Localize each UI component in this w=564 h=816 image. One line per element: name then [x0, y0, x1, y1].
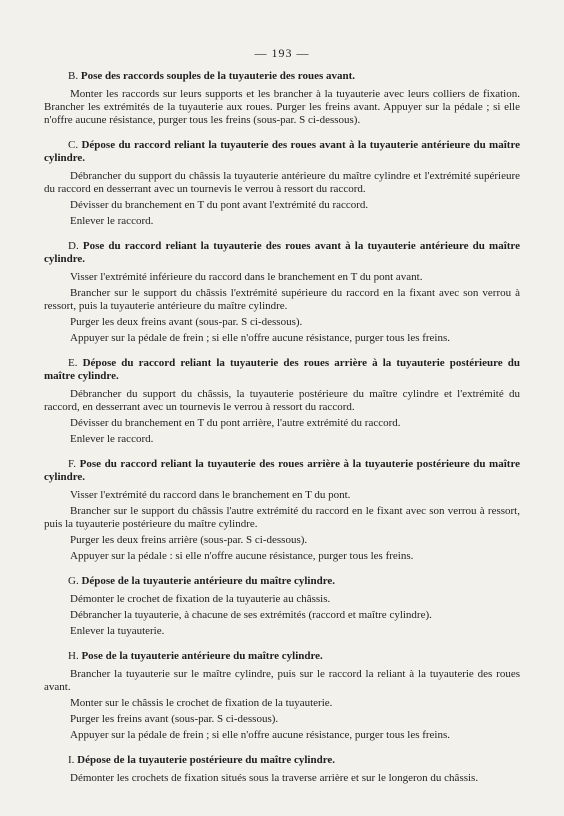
section-g [44, 575, 520, 638]
paragraph: Dévisser du branchement en T du pont arrière, l'autre extrémité du raccord. [70, 417, 401, 429]
section-title: Pose du raccord reliant la tuyauterie des roues avant à la tuyauterie antérieure du maître cylindre. [44, 240, 520, 265]
section-h [44, 650, 520, 742]
paragraph: Enlever le raccord. [70, 433, 154, 445]
paragraph: Enlever la tuyauterie. [70, 625, 165, 637]
section-c [44, 139, 520, 228]
paragraph: Brancher sur le support du châssis l'autre extrémité du raccord en le fixant avec son verrou à ressort, puis la tuyauterie postérieure du maître cylindre. [44, 505, 520, 530]
paragraph: Démonter le crochet de fixation de la tuyauterie au châssis. [70, 593, 331, 605]
section-heading [44, 139, 520, 165]
section-heading [44, 240, 520, 266]
section-title: Dépose de la tuyauterie postérieure du maître cylindre. [77, 754, 336, 766]
section-title: Pose des raccords souples de la tuyauterie des roues avant. [80, 70, 356, 82]
paragraph: Enlever le raccord. [70, 215, 154, 227]
section-title: Dépose de la tuyauterie antérieure du maître cylindre. [81, 575, 336, 587]
section-heading [44, 650, 520, 663]
paragraph: Appuyer sur la pédale de frein ; si elle n'offre aucune résistance, purger tous les freins. [70, 332, 451, 344]
paragraph: Purger les deux freins avant (sous-par. S ci-dessous). [70, 316, 303, 328]
paragraph: Monter les raccords sur leurs supports et les brancher à la tuyauterie avec leurs colliers de fixation. Brancher les extrémités de la tuyauterie aux roues. Purger les freins avant. Appuyer sur la pédale ; si elle n'offre aucune résistance, purger tous les freins (sous-par. S ci-dessous). [44, 88, 520, 126]
section-d [44, 240, 520, 345]
section-letter: I. [68, 754, 75, 766]
section-b [44, 70, 520, 127]
paragraph: Débrancher du support du châssis, la tuyauterie postérieure du maître cylindre et l'extrémité du raccord, en desserrant avec un tournevis le verrou à ressort du raccord. [44, 388, 520, 413]
section-letter: E. [68, 357, 78, 369]
section-heading [44, 70, 520, 83]
section-e [44, 357, 520, 446]
paragraph: Dévisser du branchement en T du pont avant l'extrémité du raccord. [70, 199, 369, 211]
paragraph: Débrancher du support du châssis la tuyauterie antérieure du maître cylindre et l'extrémité supérieure du raccord en desserrant avec un tournevis le verrou à ressort du raccord. [44, 170, 520, 195]
section-heading [44, 575, 520, 588]
section-title: Dépose du raccord reliant la tuyauterie des roues avant à la tuyauterie antérieure du maître cylindre. [44, 139, 521, 164]
section-title: Dépose du raccord reliant la tuyauterie des roues arrière à la tuyauterie postérieure du maître cylindre. [44, 357, 520, 382]
paragraph: Purger les freins avant (sous-par. S ci-dessous). [70, 713, 279, 725]
paragraph: Visser l'extrémité du raccord dans le branchement en T du pont. [70, 489, 351, 501]
paragraph: Débrancher la tuyauterie, à chacune de ses extrémités (raccord et maître cylindre). [70, 609, 432, 621]
paragraph: Monter sur le châssis le crochet de fixation de la tuyauterie. [70, 697, 333, 709]
section-f [44, 458, 520, 563]
section-i [44, 754, 520, 785]
section-letter: H. [68, 650, 79, 662]
section-letter: B. [68, 70, 79, 82]
section-heading [44, 754, 520, 767]
section-title: Pose de la tuyauterie antérieure du maître cylindre. [81, 650, 323, 662]
section-letter: C. [68, 139, 79, 151]
paragraph: Brancher la tuyauterie sur le maître cylindre, puis sur le raccord la reliant à la tuyauterie des roues avant. [44, 668, 520, 693]
paragraph: Purger les deux freins arrière (sous-par. S ci-dessous). [70, 534, 308, 546]
section-heading [44, 357, 520, 383]
paragraph: Appuyer sur la pédale : si elle n'offre aucune résistance, purger tous les freins. [70, 550, 414, 562]
paragraph: Visser l'extrémité inférieure du raccord dans le branchement en T du pont avant. [70, 271, 423, 283]
page-number: — 193 — [254, 46, 310, 60]
paragraph: Démonter les crochets de fixation situés sous la traverse arrière et sur le longeron du châssis. [70, 772, 479, 784]
section-letter: D. [68, 240, 79, 252]
paragraph: Appuyer sur la pédale de frein ; si elle n'offre aucune résistance, purger tous les freins. [70, 729, 451, 741]
section-letter: F. [68, 458, 76, 470]
paragraph: Brancher sur le support du châssis l'extrémité supérieure du raccord en la fixant avec son verrou à ressort, puis la tuyauterie antérieure du maître cylindre. [44, 287, 520, 312]
section-heading [44, 458, 520, 484]
section-title: Pose du raccord reliant la tuyauterie des roues arrière à la tuyauterie postérieure du maître cylindre. [44, 458, 521, 483]
document-body [44, 70, 520, 797]
section-letter: G. [68, 575, 79, 587]
